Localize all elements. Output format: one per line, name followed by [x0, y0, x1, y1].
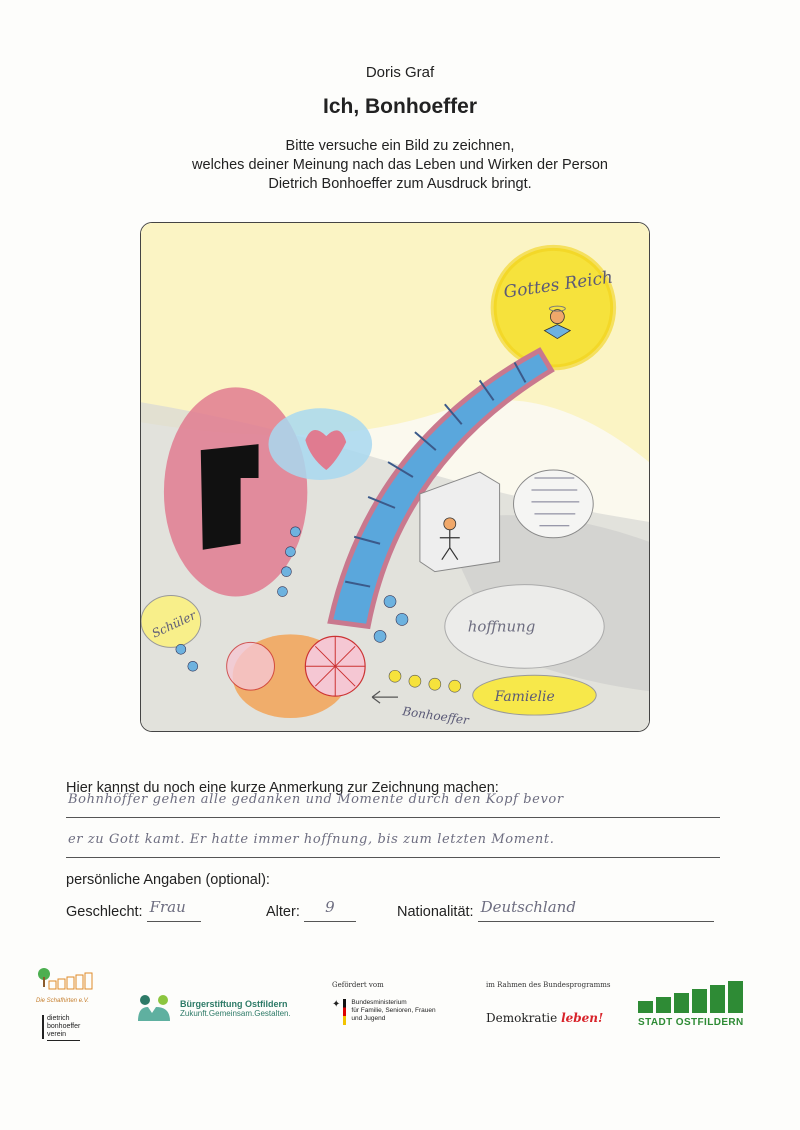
nationality-value[interactable]: Deutschland: [478, 898, 714, 922]
people-icon: [136, 993, 172, 1023]
age-field: [266, 898, 356, 922]
figure-in-sun: [550, 310, 564, 324]
personal-info-row: [0, 898, 800, 924]
instruction-line: Bitte versuche ein Bild zu zeichnen,: [285, 138, 515, 154]
dbv-line: bonhoeffer: [47, 1023, 81, 1030]
demokratie-wordmark: [486, 1011, 610, 1025]
stadt-ostfildern-logo: [638, 981, 744, 1028]
instructions: [0, 137, 800, 194]
stadt-name: STADT OSTFILDERN: [638, 1017, 744, 1028]
dbv-line: dietrich: [47, 1015, 70, 1022]
gender-value[interactable]: Frau: [147, 898, 201, 922]
bmfsfj-row: [332, 999, 436, 1025]
sponsor-logos: [0, 975, 800, 1055]
label-hoffnung: hoffnung: [467, 617, 536, 636]
leben-word: leben!: [561, 1011, 604, 1025]
nationality-field: [397, 898, 714, 922]
schaefer-name: Die Schafhirten e.V.: [36, 998, 89, 1004]
pink-wheel-left: [227, 642, 275, 690]
demokratie-leben-logo: [486, 981, 610, 1025]
bmfsfj-logo: [332, 981, 436, 1025]
gender-field: [66, 898, 201, 922]
note-line-2[interactable]: er zu Gott kamt. Er hatte immer hoffnung, bis zum letzten Moment.: [66, 832, 720, 858]
eagle-icon: ✦: [332, 999, 341, 1010]
bmfsfj-caption: Gefördert vom: [332, 981, 384, 989]
demokratie-word: Demokratie: [486, 1011, 558, 1025]
note-line-1[interactable]: Bohnhöffer gehen alle gedanken und Momente durch den Kopf bevor: [66, 792, 720, 818]
bmfsfj-line: für Familie, Senioren, Frauen: [351, 1007, 436, 1014]
buergerstiftung-logo: [136, 993, 291, 1023]
label-bonhoeffer: Bonhoeffer: [401, 704, 470, 728]
document-title: Ich, Bonhoeffer: [322, 95, 477, 118]
schaeferwiesen-logo: [36, 967, 126, 1004]
bonhoeffer-verein-logo: [42, 1015, 80, 1041]
dbv-text: [47, 1015, 80, 1041]
nationality-label: Nationalität:: [397, 904, 474, 920]
document-header: [0, 64, 800, 194]
age-value[interactable]: 9: [304, 898, 356, 922]
buerger-name: Bürgerstiftung Ostfildern: [180, 998, 288, 1009]
instruction-line: welches deiner Meinung nach das Leben und Wirken der Person: [192, 157, 608, 173]
dbv-bar-icon: [42, 1015, 44, 1039]
label-familie: Famielie: [494, 689, 555, 706]
drawing-canvas: [141, 223, 649, 731]
bmfsfj-line: und Jugend: [351, 1015, 386, 1022]
bmfsfj-line: Bundesministerium: [351, 999, 407, 1006]
age-label: Alter:: [266, 904, 300, 920]
buerger-text: [180, 999, 291, 1018]
demokratie-caption: im Rahmen des Bundesprogramms: [486, 981, 611, 989]
flag-stripe-icon: [343, 999, 346, 1025]
tree-house-icon: [36, 967, 96, 993]
author-name: Doris Graf: [365, 64, 435, 81]
bmfsfj-text: [351, 999, 435, 1023]
instruction-line: Dietrich Bonhoeffer zum Ausdruck bringt.: [268, 176, 532, 192]
stadt-bars-icon: [638, 981, 744, 1013]
child-drawing: [140, 222, 650, 732]
note-label: Hier kannst du noch eine kurze Anmerkung zur Zeichnung machen:: [66, 780, 499, 796]
dbv-line: verein: [47, 1031, 67, 1038]
gender-label: Geschlecht:: [66, 904, 143, 920]
buerger-claim: Zukunft.Gemeinsam.Gestalten.: [180, 1008, 291, 1018]
figure-in-house: [444, 518, 456, 530]
label-gottes-reich: Gottes Reich: [502, 266, 614, 302]
speech-bubble: [514, 470, 594, 538]
label-schueler: Schüler: [149, 608, 199, 641]
personal-info-label: persönliche Angaben (optional):: [66, 872, 270, 888]
